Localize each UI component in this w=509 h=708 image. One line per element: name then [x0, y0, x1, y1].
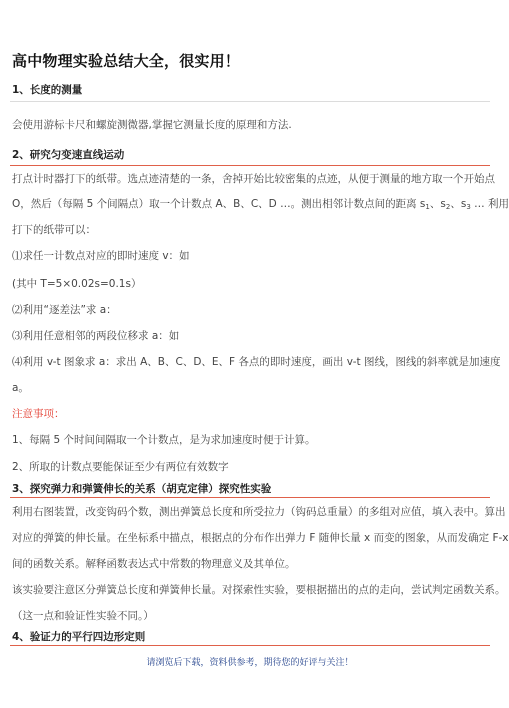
subscript: 3 — [466, 203, 471, 211]
line-text: … 利用 — [474, 198, 509, 210]
line-text: O，然后（每隔 5 个间隔点）取一个计数点 A、B、C、D …。测出相邻计数点间的距离 s — [12, 198, 426, 210]
note-item: 1、每隔 5 个时间间隔取一个计数点，是为求加速度时便于计算。 — [12, 434, 316, 446]
paragraph-line: ⑶利用任意相邻的两段位移求 a：如 — [12, 330, 180, 342]
paragraph-line: 该实验要注意区分弹簧总长度和弹簧伸长量。对探索性实验，要根据描出的点的走向，尝试判定函数关系。 — [12, 584, 506, 596]
paragraph-line: ⑴求任一计数点对应的即时速度 v：如 — [12, 250, 190, 262]
section-divider — [10, 165, 490, 166]
section-heading-parallelogram: 4、验证力的平行四边形定则 — [12, 631, 146, 643]
paragraph-line: a。 — [12, 382, 29, 394]
paragraph-line: (其中 T=5×0.02s=0.1s） — [12, 278, 142, 290]
paragraph-line: 利用右图装置，改变钩码个数，测出弹簧总长度和所受拉力（钩码总重量）的多组对应值，填入表中。算出 — [12, 506, 506, 518]
paragraph-line: ⑵利用“逐差法”求 a： — [12, 304, 117, 316]
section-divider — [10, 101, 490, 102]
section-heading-motion: 2、研究匀变速直线运动 — [12, 149, 125, 161]
page-footer: 请浏览后下载，资料供参考，期待您的好评与关注！ — [146, 658, 354, 668]
paragraph-line: 对应的弹簧的伸长量。在坐标系中描点，根据点的分布作出弹力 F 随伸长量 x 而变的图象，从而发确定 F-x — [12, 532, 509, 544]
subscript: 2 — [445, 203, 451, 211]
paragraph-line: ⑷利用 v-t 图象求 a：求出 A、B、C、D、E、F 各点的即时速度，画出 v-t 图线，图线的斜率就是加速度 — [12, 356, 501, 368]
paragraph-line: 打下的纸带可以： — [12, 224, 96, 236]
section-heading-length: 1、长度的测量 — [12, 84, 83, 96]
section-divider — [10, 645, 490, 646]
page-title: 高中物理实验总结大全，很实用！ — [12, 52, 241, 70]
paragraph-line: 间的函数关系。解释函数表达式中常数的物理意义及其单位。 — [12, 558, 296, 570]
note-item: 2、所取的计数点要能保证至少有两位有效数字 — [12, 461, 229, 473]
paragraph-line: O，然后（每隔 5 个间隔点）取一个计数点 A、B、C、D …。测出相邻计数点间的距离 $s_1$、$s_2$、$s_3$ … 利用 — [12, 198, 509, 211]
paragraph-line: 会使用游标卡尺和螺旋测微器,掌握它测量长度的原理和方法. — [12, 119, 292, 131]
paragraph-line: （这一点和验证性实验不同。） — [12, 610, 154, 622]
section-divider — [10, 497, 490, 498]
section-heading-hooke: 3、探究弹力和弹簧伸长的关系（胡克定律）探究性实验 — [12, 483, 272, 495]
notes-label: 注意事项： — [12, 408, 65, 420]
subscript: 1 — [425, 203, 430, 211]
paragraph-line: 打点计时器打下的纸带。选点迹清楚的一条，舍掉开始比较密集的点迹，从便于测量的地方取一个开始点 — [12, 173, 495, 185]
